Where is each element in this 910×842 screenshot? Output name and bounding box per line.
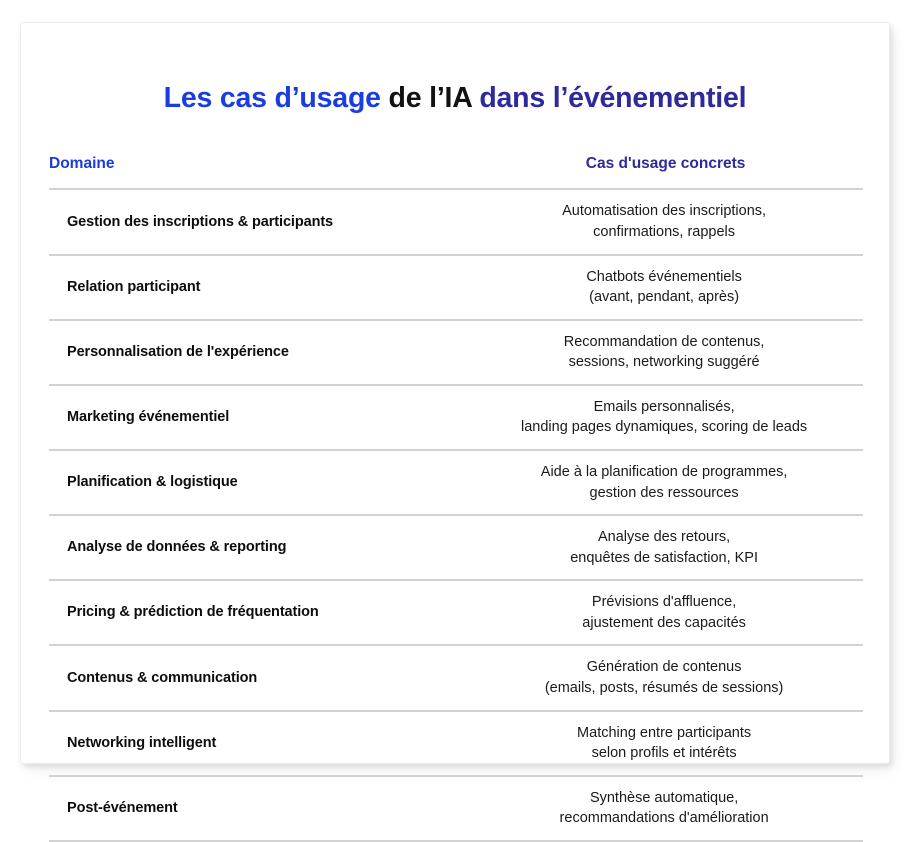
table-row	[49, 645, 863, 710]
cell-cas-usage	[468, 189, 863, 254]
column-header-cas-usage: Cas d'usage concrets	[468, 140, 863, 189]
cell-cas-usage-line: Emails personnalisés,	[593, 398, 735, 415]
cell-cas-usage-line: Synthèse automatique,	[589, 789, 739, 806]
cell-cas-usage-line: (emails, posts, résumés de sessions)	[544, 680, 784, 697]
content-card	[20, 22, 890, 827]
cell-cas-usage-line: Analyse des retours,	[598, 529, 731, 546]
table-header	[49, 140, 863, 189]
page-title-segment-1: Les cas d’usage	[163, 82, 389, 114]
cell-domain: Gestion des inscriptions & participants	[49, 189, 468, 254]
cell-cas-usage	[468, 320, 863, 385]
cell-domain: Planification & logistique	[49, 450, 468, 515]
cell-cas-usage	[468, 515, 863, 580]
cell-cas-usage	[468, 450, 863, 515]
cell-cas-usage-line: recommandations d'amélioration	[559, 810, 769, 827]
cell-cas-usage-line: Matching entre participants	[577, 724, 752, 741]
cell-cas-usage	[468, 385, 863, 450]
cell-cas-usage-line: Génération de contenus	[586, 659, 742, 676]
column-header-domaine: Domaine	[49, 140, 468, 189]
cell-cas-usage	[468, 255, 863, 320]
cell-cas-usage	[468, 580, 863, 645]
cell-cas-usage-line: (avant, pendant, après)	[589, 289, 740, 306]
cell-domain: Post-événement	[49, 776, 468, 841]
table-row	[49, 189, 863, 254]
cell-domain: Relation participant	[49, 255, 468, 320]
cell-domain: Pricing & prédiction de fréquentation	[49, 580, 468, 645]
page-title	[21, 81, 889, 115]
table-row	[49, 711, 863, 776]
cell-cas-usage	[468, 645, 863, 710]
cell-cas-usage-line: enquêtes de satisfaction, KPI	[570, 549, 759, 566]
cell-cas-usage-line: Aide à la planification de programmes,	[540, 464, 788, 480]
cell-cas-usage-line: landing pages dynamiques, scoring de leads	[521, 419, 808, 436]
use-cases-table-container	[49, 140, 863, 842]
cell-domain: Networking intelligent	[49, 711, 468, 776]
table-row	[49, 320, 863, 385]
cell-domain: Marketing événementiel	[49, 385, 468, 450]
cell-cas-usage-line: gestion des ressources	[589, 484, 739, 501]
cell-cas-usage-line: Recommandation de contenus,	[563, 333, 765, 350]
cell-cas-usage	[468, 776, 863, 841]
cell-cas-usage-line: ajustement des capacités	[582, 614, 746, 631]
cell-cas-usage-line: Prévisions d'affluence,	[591, 594, 737, 611]
cell-domain: Contenus & communication	[49, 645, 468, 710]
table-row	[49, 515, 863, 580]
table-row	[49, 580, 863, 645]
cell-cas-usage-line: selon profils et intérêts	[591, 745, 737, 762]
table-row	[49, 255, 863, 320]
cell-cas-usage-line: Automatisation des inscriptions,	[562, 203, 767, 220]
use-cases-table	[49, 140, 863, 842]
table-header-row	[49, 140, 863, 189]
cell-cas-usage-line: Chatbots événementiels	[586, 268, 742, 285]
page-title-segment-3: dans l’événementiel	[479, 82, 747, 114]
table-row	[49, 385, 863, 450]
cell-cas-usage-line: sessions, networking suggéré	[568, 354, 760, 371]
page-title-segment-2: de l’IA	[388, 82, 480, 114]
cell-cas-usage	[468, 711, 863, 776]
cell-cas-usage-line: confirmations, rappels	[593, 223, 736, 240]
cell-domain: Analyse de données & reporting	[49, 515, 468, 580]
table-row	[49, 776, 863, 841]
table-body	[49, 189, 863, 841]
table-row	[49, 450, 863, 515]
cell-domain: Personnalisation de l'expérience	[49, 320, 468, 385]
